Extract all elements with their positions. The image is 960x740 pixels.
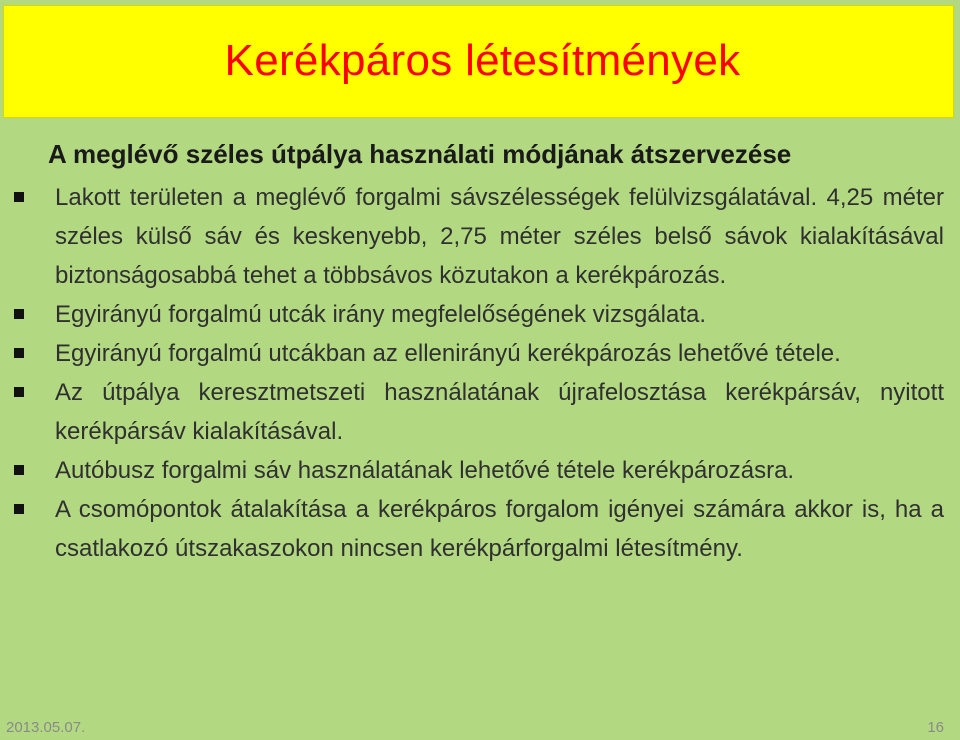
square-bullet-icon	[14, 465, 24, 475]
footer-date: 2013.05.07.	[6, 719, 86, 736]
bullet-item	[14, 373, 944, 451]
bullet-list	[14, 178, 944, 568]
slide-title: Kerékpáros létesítmények	[224, 36, 741, 85]
bullet-text: Az útpálya keresztmetszeti használatának újrafelosztása kerékpársáv, nyitott kerékpársáv kialakításával.	[55, 379, 944, 445]
square-bullet-icon	[14, 192, 24, 202]
bullet-item	[14, 295, 944, 334]
bullet-text: Lakott területen a meglévő forgalmi sávszélességek felülvizsgálatával. 4,25 méter széles külső sáv és keskenyebb, 2,75 méter széles belső sávok kialakításával biztonságosabbá tehet a többsávos közutakon a kerékpározás.	[55, 184, 944, 289]
bullet-item	[14, 451, 944, 490]
bullet-item	[14, 334, 944, 373]
square-bullet-icon	[14, 348, 24, 358]
slide-subtitle: A meglévő széles útpálya használati módjának átszervezése	[48, 139, 792, 169]
square-bullet-icon	[14, 387, 24, 397]
square-bullet-icon	[14, 504, 24, 514]
bullet-item	[14, 490, 944, 568]
bullet-item	[14, 178, 944, 295]
title-bar	[3, 5, 954, 118]
page-number: 16	[927, 719, 944, 736]
bullet-text: Egyirányú forgalmú utcákban az ellenirányú kerékpározás lehetővé tétele.	[55, 340, 841, 367]
square-bullet-icon	[14, 309, 24, 319]
bullet-text: Egyirányú forgalmú utcák irány megfelelőségének vizsgálata.	[55, 301, 707, 328]
bullet-text: A csomópontok átalakítása a kerékpáros forgalom igényei számára akkor is, ha a csatlakozó útszakaszokon nincsen kerékpárforgalmi létesítmény.	[55, 496, 944, 562]
bullet-text: Autóbusz forgalmi sáv használatának lehetővé tétele kerékpározásra.	[55, 457, 795, 484]
